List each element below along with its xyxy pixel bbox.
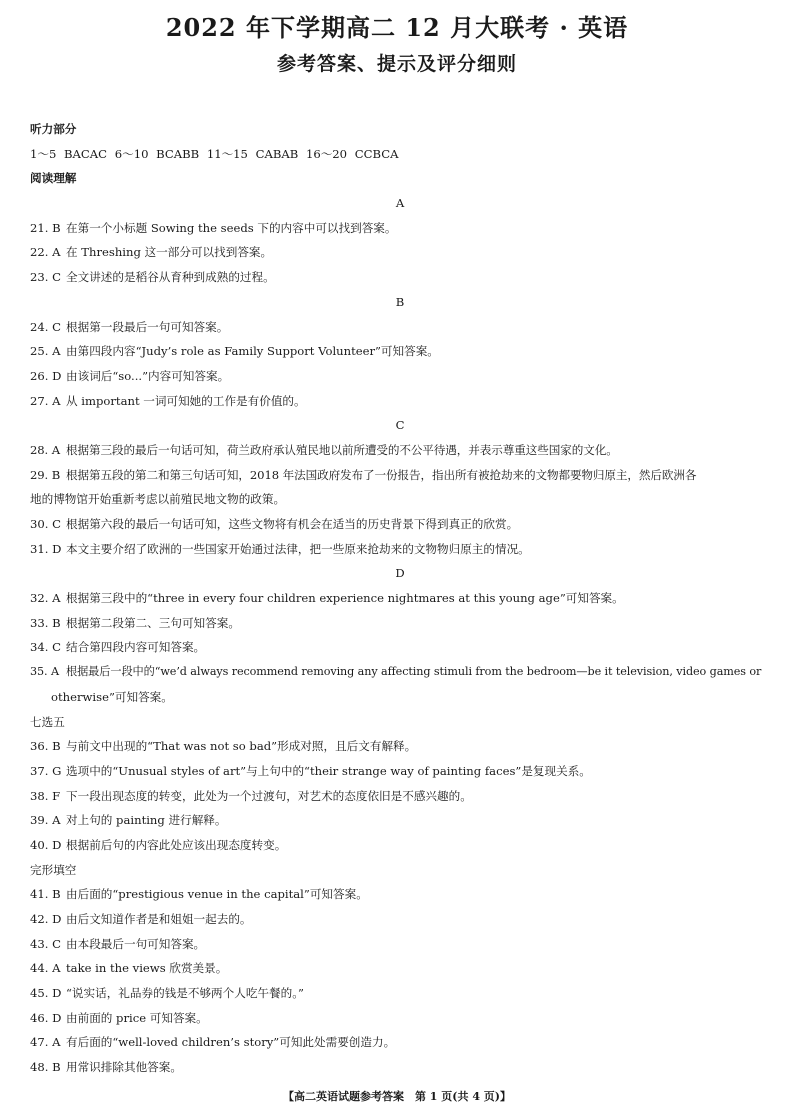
answer-item [30,216,770,241]
section-heading-seven-choose-five: 七选五 [30,714,65,729]
answer-number: 47. A [30,1035,61,1050]
answer-explanation: 由前面的 price 可知答案。 [66,1010,208,1025]
answer-number: 22. A [30,245,61,260]
answer-explanation: 在 Threshing 这一部分可以找到答案。 [66,245,273,260]
answer-item [30,339,770,364]
answer-explanation: 对上句的 painting 进行解释。 [66,813,227,828]
answer-number: 35. A [30,665,59,679]
answer-number: 45. D [30,986,62,1001]
answer-explanation: 选项中的“Unusual styles of art”与上句中的“their strange way of painting faces”是复现关系。 [66,763,591,778]
answer-explanation: 本文主要介绍了欧洲的一些国家开始通过法律，把一些原来抢劫来的文物物归原主的情况。 [66,541,530,556]
passage-label: A [395,196,405,211]
answer-explanation: 根据第六段的最后一句话可知，这些文物将有机会在适当的历史背景下得到真正的欣赏。 [66,517,519,531]
answer-item [30,586,770,611]
answer-item [30,808,770,833]
listening-answer-keys: 1～5 BACAC 6～10 BCABB 11～15 CABAB 16～20 CCBCA [30,146,399,161]
answer-item [30,932,770,957]
page-title: 2022 年下学期高二 12 月大联考 · 英语 [165,13,629,42]
section-heading-reading: 阅读理解 [30,171,77,186]
answer-explanation: 与前文中出现的“That was not so bad”形成对照，且后文有解释。 [66,739,417,754]
page-subtitle: 参考答案、提示及评分细则 [276,53,517,75]
answer-number: 24. C [30,319,61,334]
answer-number: 39. A [30,813,61,828]
answer-number: 27. A [30,393,61,408]
answer-number: 34. C [30,640,61,655]
answer-number: 31. D [30,541,62,556]
answer-number: 26. D [30,368,62,383]
answer-explanation: take in the views 欣赏美景。 [66,961,228,976]
answer-item [30,438,770,463]
answer-explanation: 根据最后一段中的“we’d always recommend removing any affecting stimuli from the bedroom—be it television, video games or [66,665,762,679]
answer-number: 30. C [30,517,61,531]
answer-item [30,463,770,488]
answer-item [30,1006,770,1031]
answer-number: 40. D [30,837,62,852]
answer-number: 32. A [30,591,61,606]
answer-explanation: 结合第四段内容可知答案。 [66,640,206,655]
answer-content [30,117,770,1080]
answer-explanation: 由后文知道作者是和姐姐一起去的。 [66,912,252,926]
answer-number: 38. F [30,788,61,803]
answer-item [30,240,770,265]
answer-explanation: 由本段最后一句可知答案。 [66,936,206,951]
answer-item [30,635,770,660]
answer-item [30,265,770,290]
answer-number: 33. B [30,615,61,630]
answer-explanation: 由第四段内容“Judy’s role as Family Support Volunteer”可知答案。 [66,344,439,359]
answer-item [30,907,770,932]
answer-explanation: 根据第二段第二、三句可知答案。 [66,615,240,630]
answer-item [30,882,770,907]
section-heading-cloze: 完形填空 [30,862,77,877]
answer-item [30,389,770,414]
answer-item [30,660,770,685]
answer-number: 37. G [30,763,62,778]
answer-explanation: 从 important 一词可知她的工作是有价值的。 [66,393,306,408]
passage-label: B [395,294,405,309]
answer-number: 23. C [30,270,61,285]
answer-number: 21. B [30,220,61,235]
answer-explanation: 用常识排除其他答案。 [66,1060,182,1075]
answer-number: 48. B [30,1060,61,1075]
answer-item [30,956,770,981]
answer-item [30,364,770,389]
section-heading-listening: 听力部分 [30,122,77,136]
passage-label: D [395,566,405,581]
answer-number: 43. C [30,936,61,951]
answer-item [30,1055,770,1080]
answer-number: 41. B [30,887,61,902]
answer-number: 46. D [30,1010,62,1025]
answer-explanation: “说实话，礼品券的钱是不够两个人吃午餐的。” [66,986,304,1001]
answer-number: 28. A [30,442,60,457]
answer-explanation: 全文讲述的是稻谷从育种到成熟的过程。 [66,270,275,285]
answer-item [30,611,770,636]
answer-explanation: 在第一个小标题 Sowing the seeds 下的内容中可以找到答案。 [66,220,397,235]
answer-item [30,784,770,809]
answer-item [30,537,770,562]
answer-explanation: 有后面的“well-loved children’s story”可知此处需要创造力。 [66,1035,396,1050]
answer-explanation: 由该词后“so...”内容可知答案。 [66,368,230,383]
answer-number: 44. A [30,961,61,976]
answer-explanation: 由后面的“prestigious venue in the capital”可知答案。 [66,887,368,902]
answer-item [30,1030,770,1055]
answer-explanation: 根据前后句的内容此处应该出现态度转变。 [66,837,287,852]
page-footer: 【高二英语试题参考答案 第 1 页(共 4 页)】 [282,1090,512,1103]
answer-item [30,734,770,759]
answer-number: 29. B [30,467,61,482]
answer-number: 25. A [30,344,61,359]
passage-label: C [395,418,405,433]
answer-explanation: 根据第一段最后一句可知答案。 [66,319,229,334]
answer-continuation: 地的博物馆开始重新考虑以前殖民地文物的政策。 [30,492,286,507]
answer-explanation: 根据第三段的最后一句话可知，荷兰政府承认殖民地以前所遭受的不公平待遇，并表示尊重这些国家的文化。 [66,442,618,457]
answer-explanation: 下一段出现态度的转变，此处为一个过渡句，对艺术的态度依旧是不感兴趣的。 [66,788,472,803]
answer-continuation: otherwise”可知答案。 [51,689,173,704]
answer-item [30,512,770,537]
answer-item [30,981,770,1006]
answer-number: 36. B [30,739,61,754]
answer-explanation: 根据第三段中的“three in every four children experience nightmares at this young age”可知答案。 [66,591,624,606]
answer-item [30,315,770,340]
answer-explanation: 根据第五段的第二和第三句话可知，2018 年法国政府发布了一份报告，指出所有被抢劫来的文物都要物归原主，然后欧洲各 [66,467,697,482]
answer-item [30,833,770,858]
answer-number: 42. D [30,912,62,926]
answer-item [30,759,770,784]
